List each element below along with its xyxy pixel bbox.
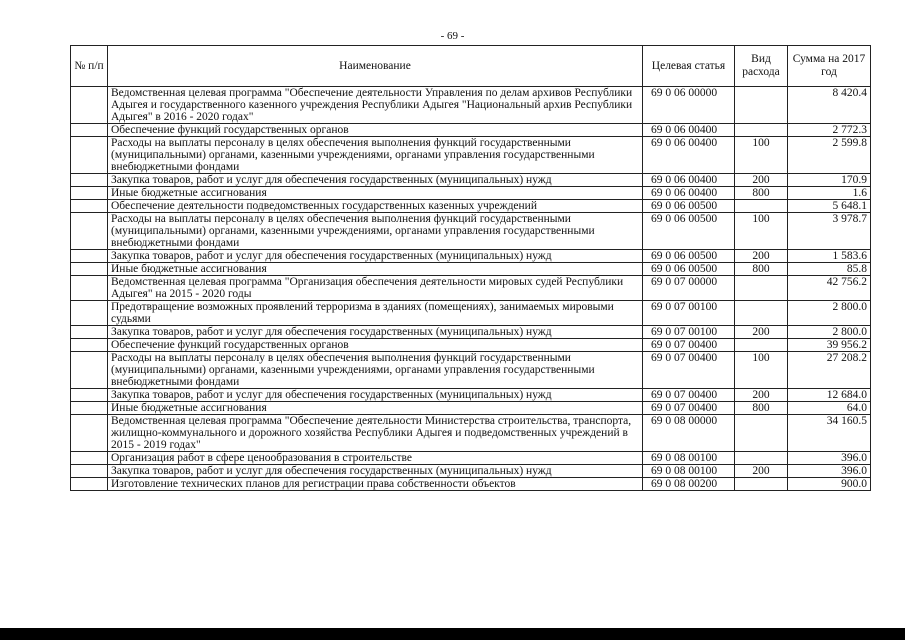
cell-num xyxy=(71,465,108,478)
cell-code: 69 0 06 00400 xyxy=(643,137,735,174)
cell-sum: 396.0 xyxy=(788,465,871,478)
cell-vid: 200 xyxy=(735,326,788,339)
cell-code: 69 0 07 00000 xyxy=(643,276,735,301)
cell-sum: 39 956.2 xyxy=(788,339,871,352)
cell-name: Обеспечение функций государственных органов xyxy=(108,124,643,137)
cell-name: Расходы на выплаты персоналу в целях обеспечения выполнения функций государственными (муниципальными) органами, казенными учреждениями, органами управления государственными внебюджетными фондами xyxy=(108,213,643,250)
cell-vid: 100 xyxy=(735,352,788,389)
cell-num xyxy=(71,276,108,301)
table-row xyxy=(71,263,871,276)
cell-sum: 1 583.6 xyxy=(788,250,871,263)
cell-sum: 64.0 xyxy=(788,402,871,415)
cell-code: 69 0 07 00400 xyxy=(643,339,735,352)
cell-name: Обеспечение функций государственных органов xyxy=(108,339,643,352)
cell-sum: 85.8 xyxy=(788,263,871,276)
cell-vid xyxy=(735,478,788,491)
cell-code: 69 0 06 00500 xyxy=(643,213,735,250)
cell-sum: 3 978.7 xyxy=(788,213,871,250)
cell-name: Закупка товаров, работ и услуг для обеспечения государственных (муниципальных) нужд xyxy=(108,465,643,478)
cell-sum: 5 648.1 xyxy=(788,200,871,213)
cell-sum: 8 420.4 xyxy=(788,87,871,124)
cell-name: Ведомственная целевая программа "Обеспечение деятельности Управления по делам архивов Республики Адыгея и государственного казенного учреждения Республики Адыгея "Национальный архив Республики Адыгея" в 2016 - 2020 годах" xyxy=(108,87,643,124)
table-row xyxy=(71,200,871,213)
cell-vid: 100 xyxy=(735,213,788,250)
cell-sum: 2 800.0 xyxy=(788,301,871,326)
cell-sum: 2 772.3 xyxy=(788,124,871,137)
cell-sum: 900.0 xyxy=(788,478,871,491)
cell-code: 69 0 07 00100 xyxy=(643,301,735,326)
cell-code: 69 0 08 00000 xyxy=(643,415,735,452)
cell-vid xyxy=(735,124,788,137)
table-row xyxy=(71,478,871,491)
cell-sum: 42 756.2 xyxy=(788,276,871,301)
cell-code: 69 0 06 00400 xyxy=(643,187,735,200)
cell-num xyxy=(71,124,108,137)
cell-num xyxy=(71,187,108,200)
cell-name: Ведомственная целевая программа "Обеспечение деятельности Министерства строительства, транспорта, жилищно-коммунального и дорожного хозяйства Республики Адыгея и подведомственных учреждений в 2015 - 2019 годах" xyxy=(108,415,643,452)
cell-vid: 100 xyxy=(735,137,788,174)
cell-sum: 170.9 xyxy=(788,174,871,187)
cell-code: 69 0 06 00400 xyxy=(643,174,735,187)
cell-code: 69 0 07 00400 xyxy=(643,352,735,389)
cell-code: 69 0 08 00100 xyxy=(643,452,735,465)
table-row xyxy=(71,276,871,301)
cell-code: 69 0 06 00500 xyxy=(643,200,735,213)
cell-name: Иные бюджетные ассигнования xyxy=(108,187,643,200)
cell-vid: 800 xyxy=(735,402,788,415)
cell-name: Ведомственная целевая программа "Организация обеспечения деятельности мировых судей Республики Адыгея" на 2015 - 2020 годы xyxy=(108,276,643,301)
cell-code: 69 0 06 00400 xyxy=(643,124,735,137)
header-name: Наименование xyxy=(108,46,643,87)
cell-code: 69 0 06 00000 xyxy=(643,87,735,124)
cell-sum: 34 160.5 xyxy=(788,415,871,452)
table-row xyxy=(71,250,871,263)
table-row xyxy=(71,137,871,174)
table-body xyxy=(71,87,871,491)
cell-num xyxy=(71,137,108,174)
cell-num xyxy=(71,326,108,339)
header-sum: Сумма на 2017 год xyxy=(788,46,871,87)
table-row xyxy=(71,389,871,402)
cell-vid: 200 xyxy=(735,174,788,187)
cell-vid xyxy=(735,415,788,452)
cell-code: 69 0 06 00500 xyxy=(643,263,735,276)
table-row xyxy=(71,339,871,352)
cell-sum: 27 208.2 xyxy=(788,352,871,389)
table-row xyxy=(71,174,871,187)
scan-border xyxy=(0,628,905,640)
table-row xyxy=(71,465,871,478)
cell-num xyxy=(71,174,108,187)
cell-vid xyxy=(735,339,788,352)
header-code: Целевая статья xyxy=(643,46,735,87)
budget-table xyxy=(70,45,871,491)
cell-name: Закупка товаров, работ и услуг для обеспечения государственных (муниципальных) нужд xyxy=(108,250,643,263)
cell-code: 69 0 07 00400 xyxy=(643,389,735,402)
cell-vid: 200 xyxy=(735,250,788,263)
cell-num xyxy=(71,213,108,250)
cell-name: Расходы на выплаты персоналу в целях обеспечения выполнения функций государственными (муниципальными) органами, казенными учреждениями, органами управления государственными внебюджетными фондами xyxy=(108,137,643,174)
cell-name: Обеспечение деятельности подведомственных государственных казенных учреждений xyxy=(108,200,643,213)
header-vid: Вид расхода xyxy=(735,46,788,87)
cell-num xyxy=(71,200,108,213)
cell-sum: 2 800.0 xyxy=(788,326,871,339)
table-row xyxy=(71,87,871,124)
cell-num xyxy=(71,87,108,124)
cell-code: 69 0 07 00100 xyxy=(643,326,735,339)
cell-sum: 1.6 xyxy=(788,187,871,200)
cell-vid xyxy=(735,200,788,213)
cell-vid xyxy=(735,276,788,301)
cell-vid xyxy=(735,87,788,124)
cell-name: Расходы на выплаты персоналу в целях обеспечения выполнения функций государственными (муниципальными) органами, казенными учреждениями, органами управления государственными внебюджетными фондами xyxy=(108,352,643,389)
cell-num xyxy=(71,452,108,465)
cell-name: Иные бюджетные ассигнования xyxy=(108,402,643,415)
table-row xyxy=(71,124,871,137)
cell-code: 69 0 08 00100 xyxy=(643,465,735,478)
table-row xyxy=(71,301,871,326)
cell-name: Изготовление технических планов для регистрации права собственности объектов xyxy=(108,478,643,491)
cell-num xyxy=(71,263,108,276)
cell-vid xyxy=(735,452,788,465)
table-row xyxy=(71,452,871,465)
cell-sum: 2 599.8 xyxy=(788,137,871,174)
cell-vid: 200 xyxy=(735,389,788,402)
cell-name: Закупка товаров, работ и услуг для обеспечения государственных (муниципальных) нужд xyxy=(108,174,643,187)
table-row xyxy=(71,326,871,339)
table-row xyxy=(71,187,871,200)
table-header-row xyxy=(71,46,871,87)
cell-num xyxy=(71,352,108,389)
cell-name: Иные бюджетные ассигнования xyxy=(108,263,643,276)
cell-num xyxy=(71,301,108,326)
cell-sum: 12 684.0 xyxy=(788,389,871,402)
cell-num xyxy=(71,389,108,402)
cell-code: 69 0 06 00500 xyxy=(643,250,735,263)
cell-name: Предотвращение возможных проявлений терроризма в зданиях (помещениях), занимаемых мировыми судьями xyxy=(108,301,643,326)
cell-num xyxy=(71,402,108,415)
table-row xyxy=(71,352,871,389)
cell-name: Организация работ в сфере ценообразования в строительстве xyxy=(108,452,643,465)
cell-vid: 800 xyxy=(735,187,788,200)
cell-code: 69 0 07 00400 xyxy=(643,402,735,415)
cell-num xyxy=(71,339,108,352)
header-num: № п/п xyxy=(71,46,108,87)
cell-num xyxy=(71,415,108,452)
page-number: - 69 - xyxy=(440,30,465,42)
cell-sum: 396.0 xyxy=(788,452,871,465)
cell-vid: 200 xyxy=(735,465,788,478)
table-row xyxy=(71,415,871,452)
cell-vid: 800 xyxy=(735,263,788,276)
table-row xyxy=(71,213,871,250)
cell-name: Закупка товаров, работ и услуг для обеспечения государственных (муниципальных) нужд xyxy=(108,389,643,402)
table-row xyxy=(71,402,871,415)
cell-num xyxy=(71,250,108,263)
cell-num xyxy=(71,478,108,491)
cell-code: 69 0 08 00200 xyxy=(643,478,735,491)
cell-name: Закупка товаров, работ и услуг для обеспечения государственных (муниципальных) нужд xyxy=(108,326,643,339)
cell-vid xyxy=(735,301,788,326)
